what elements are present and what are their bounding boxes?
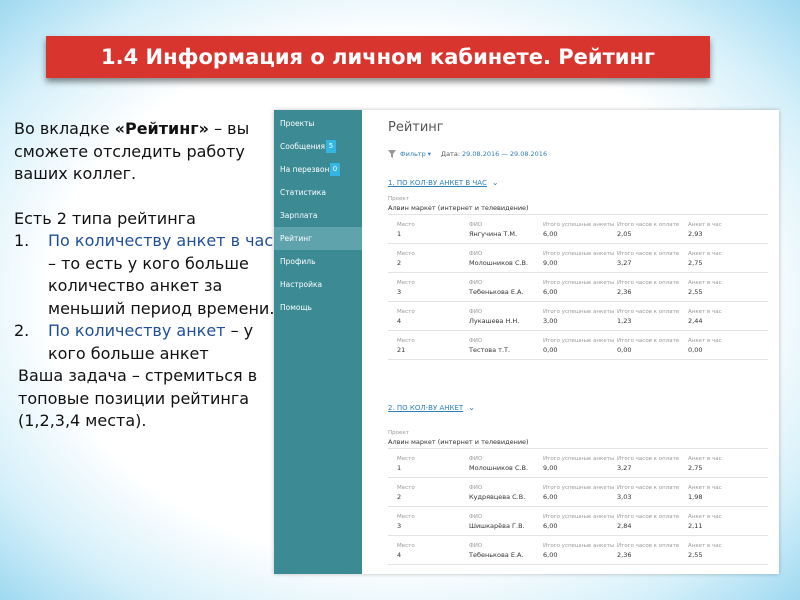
messages-badge: 5	[326, 140, 336, 153]
list-number: 2.	[14, 321, 30, 340]
slide-title: 1.4 Информация о личном кабинете. Рейтинг	[46, 36, 710, 78]
section-header-total[interactable]: 2. ПО КОЛ-ВУ АНКЕТ ⌄	[388, 403, 475, 412]
callback-badge: 0	[330, 163, 340, 176]
table-row: Место 3 ФИО Тебенькова Е.А. Итого успешные анкеты 6,00 Итого часов к оплате 2,36 Анкет в час 2,55	[388, 273, 768, 302]
section-header-per-hour[interactable]: 1. ПО КОЛ-ВУ АНКЕТ В ЧАС ⌄	[388, 178, 499, 187]
project-label: Проект	[388, 196, 409, 202]
chevron-down-icon[interactable]: ⌄	[491, 178, 499, 187]
app-screenshot	[274, 110, 779, 574]
sidebar-item-profile[interactable]: Профиль	[280, 257, 316, 266]
list-rest: – у кого больше анкет	[48, 321, 254, 363]
table-row: Место 1 ФИО Молошников С.В. Итого успешные анкеты 9,00 Итого часов к оплате 3,27 Анкет в час 2,75	[388, 449, 768, 478]
filter-button[interactable]: Фильтр	[400, 150, 426, 158]
sidebar-item-messages[interactable]: Сообщения 5	[274, 135, 362, 158]
rating-table-total	[388, 430, 768, 565]
table-row: Место 2 ФИО Кудрявцева С.В. Итого успешные анкеты 6,00 Итого часов к оплате 3,03 Анкет в час 1,98	[388, 478, 768, 507]
project-label: Проект	[388, 430, 409, 436]
list-item	[14, 320, 276, 365]
sidebar-item-settings[interactable]: Настройка	[280, 280, 323, 289]
sidebar-item-callback[interactable]: На перезвон 0	[274, 158, 362, 181]
table-row: Место 2 ФИО Молошников С.В. Итого успешные анкеты 9,00 Итого часов к оплате 3,27 Анкет в час 2,75	[388, 244, 768, 273]
filter-icon[interactable]	[388, 150, 396, 158]
page-title: Рейтинг	[388, 120, 444, 135]
chevron-down-icon[interactable]: ⌄	[468, 403, 475, 412]
table-row: Место 4 ФИО Лукашева Н.Н. Итого успешные анкеты 3,00 Итого часов к оплате 1,23 Анкет в час 2,44	[388, 302, 768, 331]
filter-row	[388, 150, 547, 158]
table-row: Место 4 ФИО Тебенькова Е.А. Итого успешные анкеты 6,00 Итого часов к оплате 2,36 Анкет в час 2,55	[388, 536, 768, 565]
sidebar-item-statistics[interactable]: Статистика	[280, 188, 326, 197]
list-rest: – то есть у кого больше количество анкет за меньший период времени.	[48, 253, 275, 318]
intro-pre: Во вкладке	[14, 119, 115, 138]
intro-bold: «Рейтинг»	[114, 119, 209, 138]
table-row: Место 1 ФИО Янгучина Т.М. Итого успешные анкеты 6,00 Итого часов к оплате 2,05 Анкет в час 2,93	[388, 215, 768, 244]
list-item	[14, 230, 276, 320]
chevron-down-icon[interactable]: ▾	[427, 150, 431, 158]
sidebar-item-help[interactable]: Помощь	[280, 303, 312, 312]
rating-table-per-hour	[388, 196, 768, 360]
rating-types-list	[14, 230, 276, 365]
sidebar-item-rating[interactable]: Рейтинг	[274, 227, 362, 250]
sidebar	[274, 110, 362, 574]
intro-post: – вы сможете отследить работу ваших коллег.	[14, 119, 250, 183]
slide-body	[14, 118, 276, 433]
sidebar-item-projects[interactable]: Проекты	[280, 119, 315, 128]
project-value: Алвин маркет (интернет и телевидение)	[388, 437, 768, 449]
main-content	[362, 110, 779, 574]
date-label: Дата:	[440, 150, 461, 158]
types-intro: Есть 2 типа рейтинга	[14, 208, 196, 228]
intro-paragraph	[14, 118, 276, 186]
list-highlight: По количеству анкет в час	[48, 231, 274, 250]
date-range-link[interactable]: 29.08.2016 — 29.08.2016	[462, 150, 548, 158]
project-value: Алвин маркет (интернет и телевидение)	[388, 203, 768, 215]
list-number: 1.	[14, 231, 30, 250]
list-highlight: По количеству анкет	[48, 321, 226, 340]
task-text: Ваша задача – стремиться в топовые позиции рейтинга (1,2,3,4 места).	[18, 366, 258, 430]
table-row: Место 3 ФИО Шишкарёва Г.В. Итого успешные анкеты 6,00 Итого часов к оплате 2,84 Анкет в час 2,11	[388, 507, 768, 536]
sidebar-item-salary[interactable]: Зарплата	[280, 211, 318, 220]
table-row: Место 21 ФИО Тестова т.Т. Итого успешные анкеты 0,00 Итого часов к оплате 0,00 Анкет в час 0,00	[388, 331, 768, 360]
